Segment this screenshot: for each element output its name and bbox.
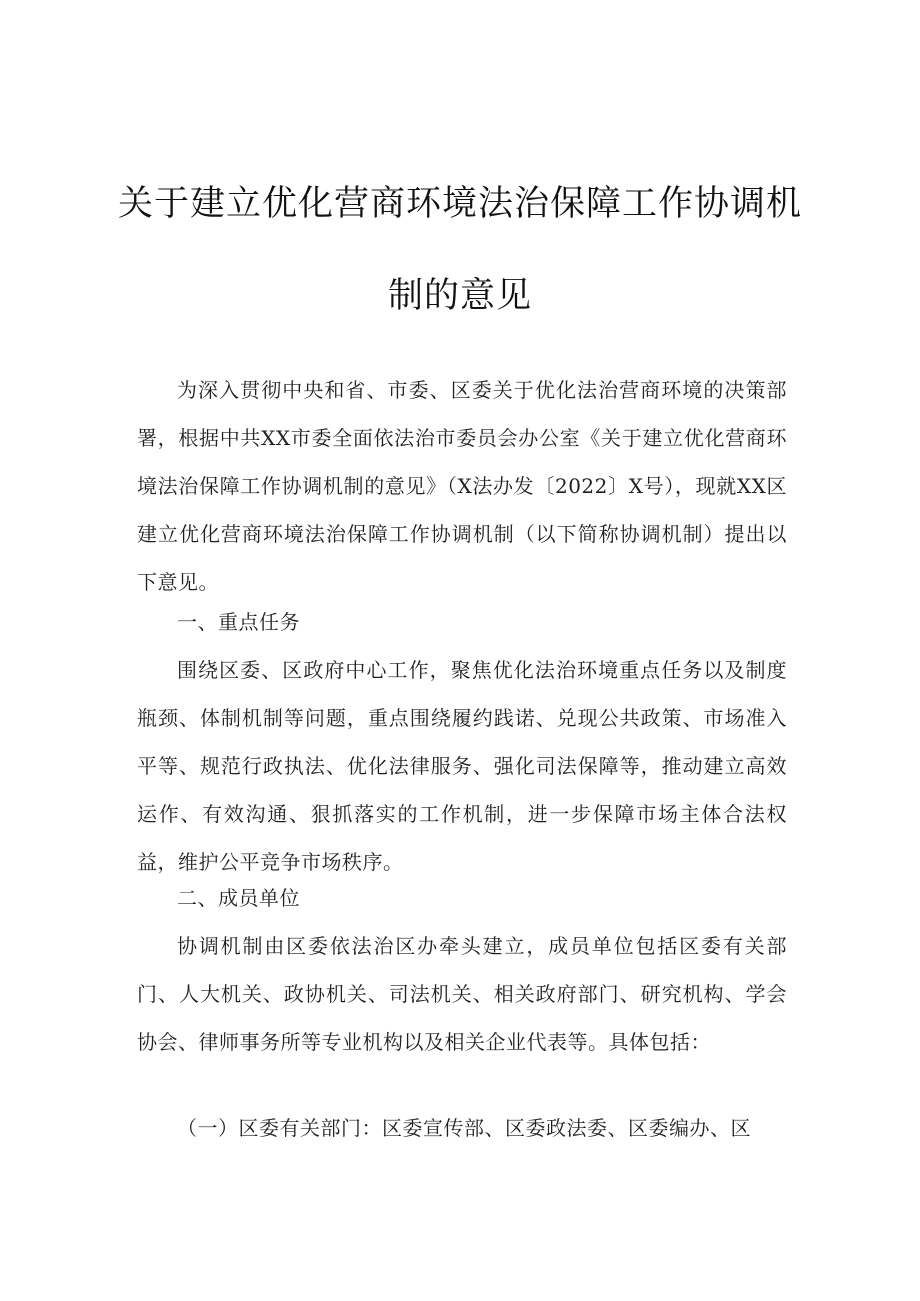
paragraph-key-tasks [137, 646, 787, 886]
section-heading-member-units [137, 874, 787, 922]
section-heading-key-tasks-text: 一、重点任务 [177, 610, 300, 634]
paragraph-intro-text: 为深入贯彻中央和省、市委、区委关于优化法治营商环境的决策部署，根据中共XX市委全面依法治市委员会办公室《关于建立优化营商环境法治保障工作协调机制的意见》（X法办发〔2022〕X号），现就XX区建立优化营商环境法治保障工作协调机制（以下简称协调机制）提出以下意见。 [137, 378, 787, 594]
document-title-line-2: 制的意见 [387, 276, 532, 316]
paragraph-member-units [137, 922, 787, 1066]
paragraph-member-units-text: 协调机制由区委依法治区办牵头建立，成员单位包括区委有关部门、人大机关、政协机关、司法机关、相关政府部门、研究机构、学会协会、律师事务所等专业机构以及相关企业代表等。具体包括： [137, 934, 787, 1054]
document-title-line-1: 关于建立优化营商环境法治保障工作协调机 [117, 184, 802, 224]
section-heading-key-tasks [137, 598, 787, 646]
paragraph-party-departments [137, 1104, 787, 1152]
paragraph-key-tasks-text: 围绕区委、区政府中心工作，聚焦优化法治环境重点任务以及制度瓶颈、体制机制等问题，重点围绕履约践诺、兑现公共政策、市场准入平等、规范行政执法、优化法律服务、强化司法保障等，推动建立高效运作、有效沟通、狠抓落实的工作机制，进一步保障市场主体合法权益，维护公平竞争市场秩序。 [137, 658, 787, 874]
paragraph-intro [137, 366, 787, 606]
section-heading-member-units-text: 二、成员单位 [177, 886, 300, 910]
paragraph-party-departments-text: （一）区委有关部门：区委宣传部、区委政法委、区委编办、区 [177, 1116, 751, 1140]
